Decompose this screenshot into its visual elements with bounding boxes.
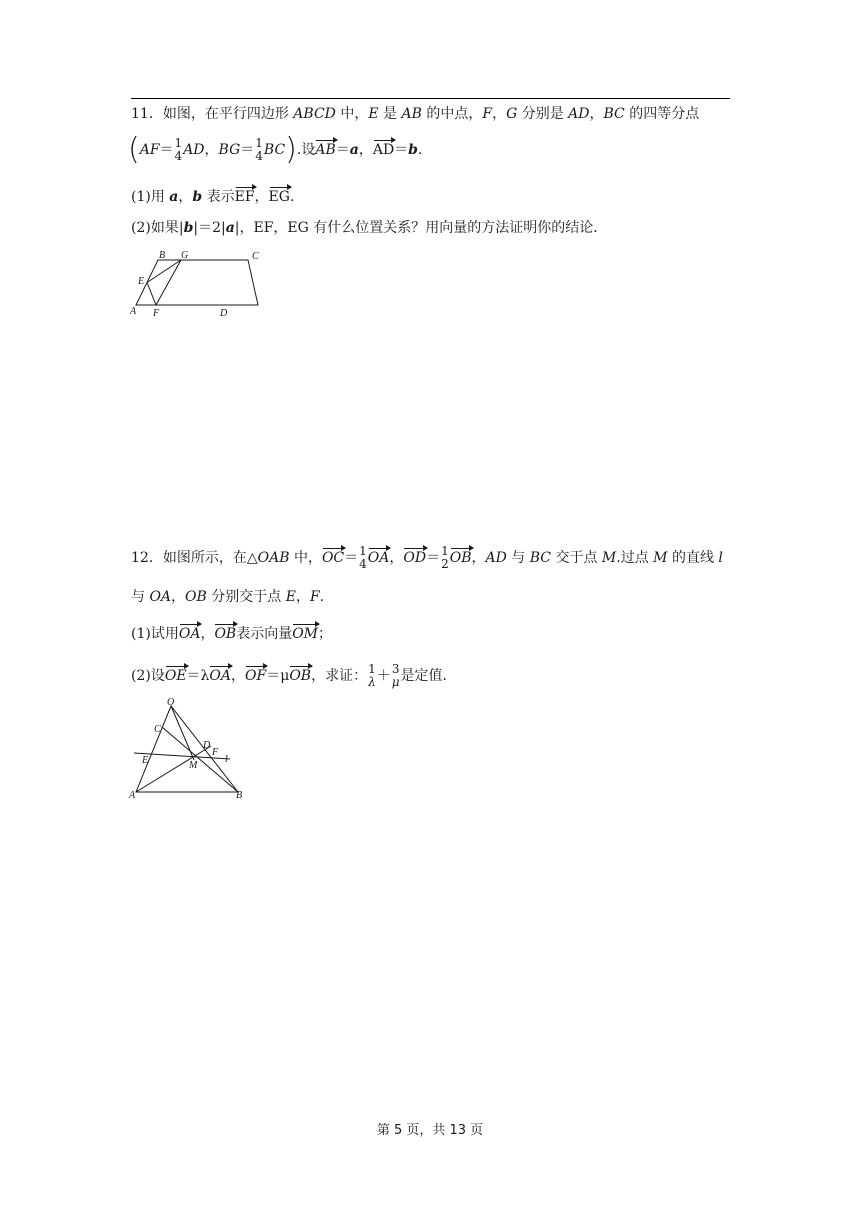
- vector-OB: OB: [289, 668, 312, 684]
- point-label-E: E: [138, 276, 145, 287]
- vector-OB: OB: [449, 550, 472, 566]
- problem-12-stem-line-2: 与 OA，OB 分别交于点 E，F.: [131, 589, 325, 605]
- vector-AD: AD: [372, 142, 395, 158]
- triangle-figure: [126, 698, 256, 802]
- point-label-B: B: [159, 250, 166, 261]
- parallelogram-figure: [126, 248, 266, 320]
- fraction-one-over-lambda: 1 λ: [368, 662, 376, 689]
- fraction-one-quarter: 1 4: [359, 544, 367, 571]
- point-label-M: M: [189, 760, 198, 771]
- problem-11-condition: (AF＝ 1 4 AD，BG＝ 1 4 BC).设AB＝a，AD＝b.: [128, 132, 423, 167]
- vector-AB: AB: [315, 142, 336, 158]
- vector-OB: OB: [214, 626, 237, 642]
- fraction-one-half: 1 2: [441, 544, 449, 571]
- vector-EG: EG: [268, 189, 290, 205]
- page-footer: 第 5 页，共 13 页: [376, 1123, 484, 1138]
- fraction-one-quarter: 1 4: [255, 136, 263, 163]
- point-label-O: O: [167, 698, 175, 708]
- problem-11-question-2: (2)如果|b|＝2|a|，EF，EG 有什么位置关系？用向量的方法证明你的结论．: [131, 220, 608, 236]
- vector-OD: OD: [403, 550, 427, 566]
- point-label-B: B: [236, 790, 243, 801]
- point-label-D: D: [203, 740, 211, 751]
- vector-EF: EF: [234, 189, 255, 205]
- point-label-A: A: [129, 790, 136, 801]
- line-label-l: l: [225, 754, 228, 765]
- header-rule: [131, 98, 730, 99]
- point-label-F: F: [212, 747, 219, 758]
- fraction-three-over-mu: 3 μ: [391, 662, 400, 689]
- point-label-C: C: [154, 724, 161, 735]
- vector-OF: OF: [245, 668, 267, 684]
- problem-11-stem: 11．如图，在平行四边形 ABCD 中，E 是 AB 的中点，F，G 分别是 AD，BC 的四等分点: [131, 106, 700, 122]
- fraction-one-quarter: 1 4: [174, 136, 183, 163]
- point-label-C: C: [252, 251, 259, 262]
- vector-OM: OM: [292, 626, 319, 642]
- vector-OA: OA: [209, 668, 232, 684]
- vector-OA: OA: [367, 550, 390, 566]
- vector-OA: OA: [178, 626, 201, 642]
- point-label-G: G: [181, 250, 189, 261]
- vector-OC: OC: [321, 550, 345, 566]
- problem-12-question-2: (2)设OE＝λOA，OF＝μOB，求证： 1 λ ＋ 3 μ 是定值．: [131, 662, 457, 689]
- point-label-F: F: [153, 308, 160, 319]
- problem-11-question-1: (1)用 a，b 表示EF，EG.: [131, 189, 295, 205]
- point-label-E: E: [142, 755, 149, 766]
- vector-OE: OE: [164, 668, 187, 684]
- point-label-A: A: [130, 306, 137, 317]
- point-label-D: D: [220, 308, 228, 319]
- problem-12-stem: 12．如图所示，在△OAB 中，OC＝ 1 4 OA，OD＝ 1 2 OB，AD 与 BC 交于点 M.过点 M 的直线 l: [131, 544, 723, 571]
- problem-12-question-1: (1)试用OA，OB表示向量OM；: [131, 626, 333, 642]
